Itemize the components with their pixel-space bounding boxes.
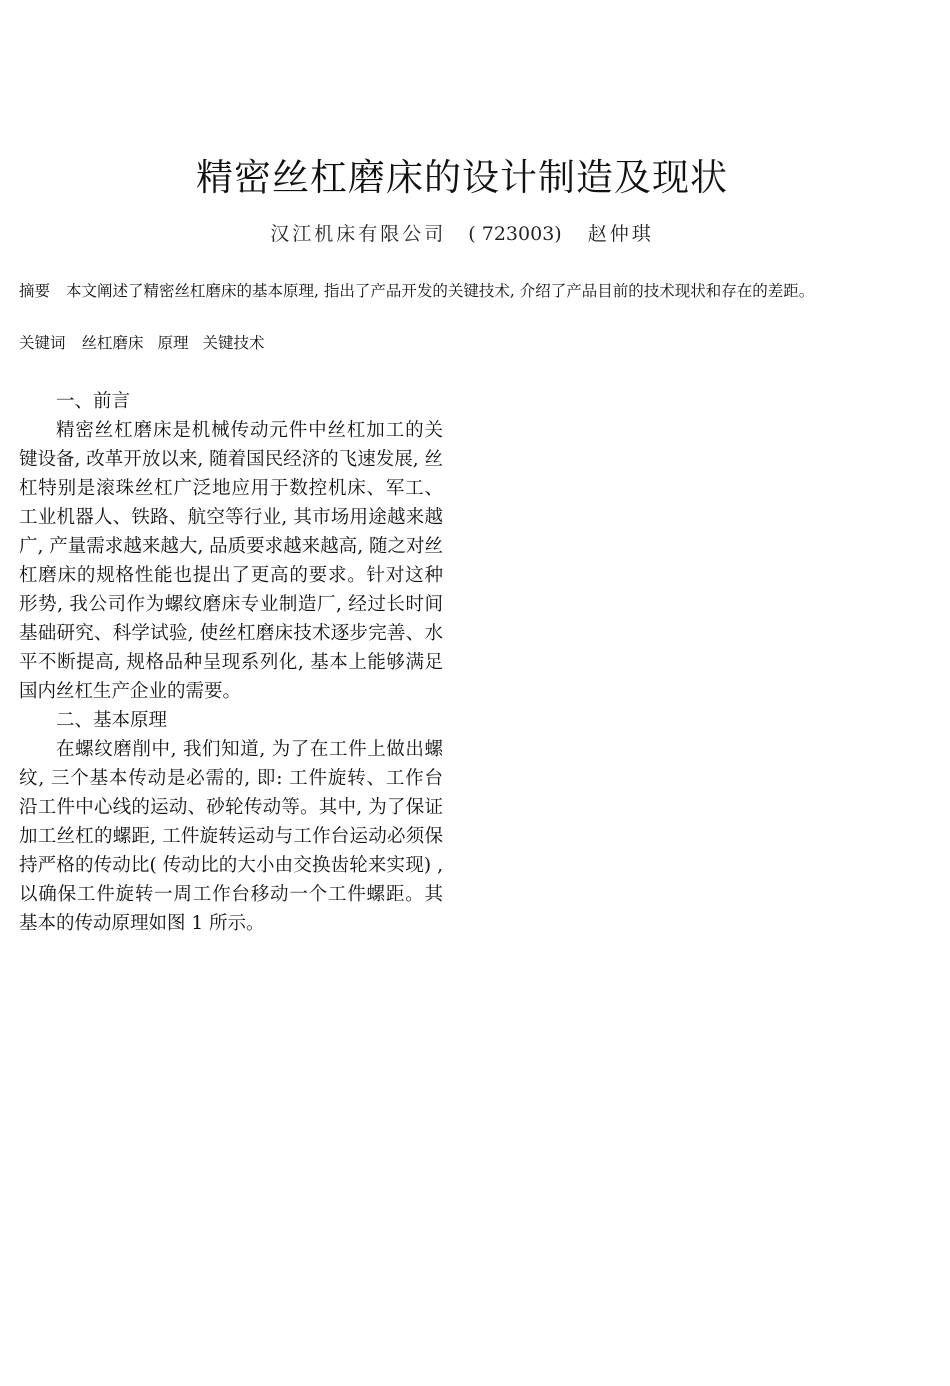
abstract-text: 本文阐述了精密丝杠磨床的基本原理, 指出了产品开发的关键技术, 介绍了产品目前的技术现状和存在的差距。 [66, 282, 815, 300]
postcode: ( 723003) [468, 223, 562, 245]
body-text [19, 387, 443, 938]
section-paragraph: 精密丝杠磨床是机械传动元件中丝杠加工的关键设备, 改革开放以来, 随着国民经济的飞速发展, 丝杠特别是滚珠丝杠广泛地应用于数控机床、军工、工业机器人、铁路、航空等行业, 其市场用途越来越广, 产量需求越来越大, 品质要求越来越高, 随之对丝杠磨床的规格性能也提出了更高的要求。针对这种形势, 我公司作为螺纹磨床专业制造厂, 经过长时间基础研究、科学试验, 使丝杠磨床技术逐步完善、水平不断提高, 规格品种呈现系列化, 基本上能够满足国内丝杠生产企业的需要。 [19, 420, 443, 702]
abstract [19, 278, 934, 304]
affiliation: 汉江机床有限公司 [270, 223, 447, 245]
paper-title: 精密丝杠磨床的设计制造及现状 [196, 156, 728, 199]
section-heading: 二、基本原理 [56, 710, 168, 731]
keyword: 丝杠磨床 [81, 334, 144, 352]
section-heading: 一、前言 [56, 391, 131, 412]
keywords-label: 关键词 [19, 334, 66, 352]
keyword: 关键技术 [202, 334, 265, 352]
author: 赵仲琪 [587, 223, 654, 245]
keyword: 原理 [157, 334, 189, 352]
keywords [19, 330, 619, 356]
section-paragraph: 在螺纹磨削中, 我们知道, 为了在工件上做出螺纹, 三个基本传动是必需的, 即: 工件旋转、工作台沿工件中心线的运动、砂轮传动等。其中, 为了保证加工丝杠的螺距, 工件旋转运动与工作台运动必须保持严格的传动比( 传动比的大小由交换齿轮来实现) , 以确保工件旋转一周工作台移动一个工件螺距。其基本的传动原理如图 1 所示。 [19, 739, 443, 934]
byline [0, 219, 924, 249]
abstract-label: 摘要 [19, 282, 51, 300]
